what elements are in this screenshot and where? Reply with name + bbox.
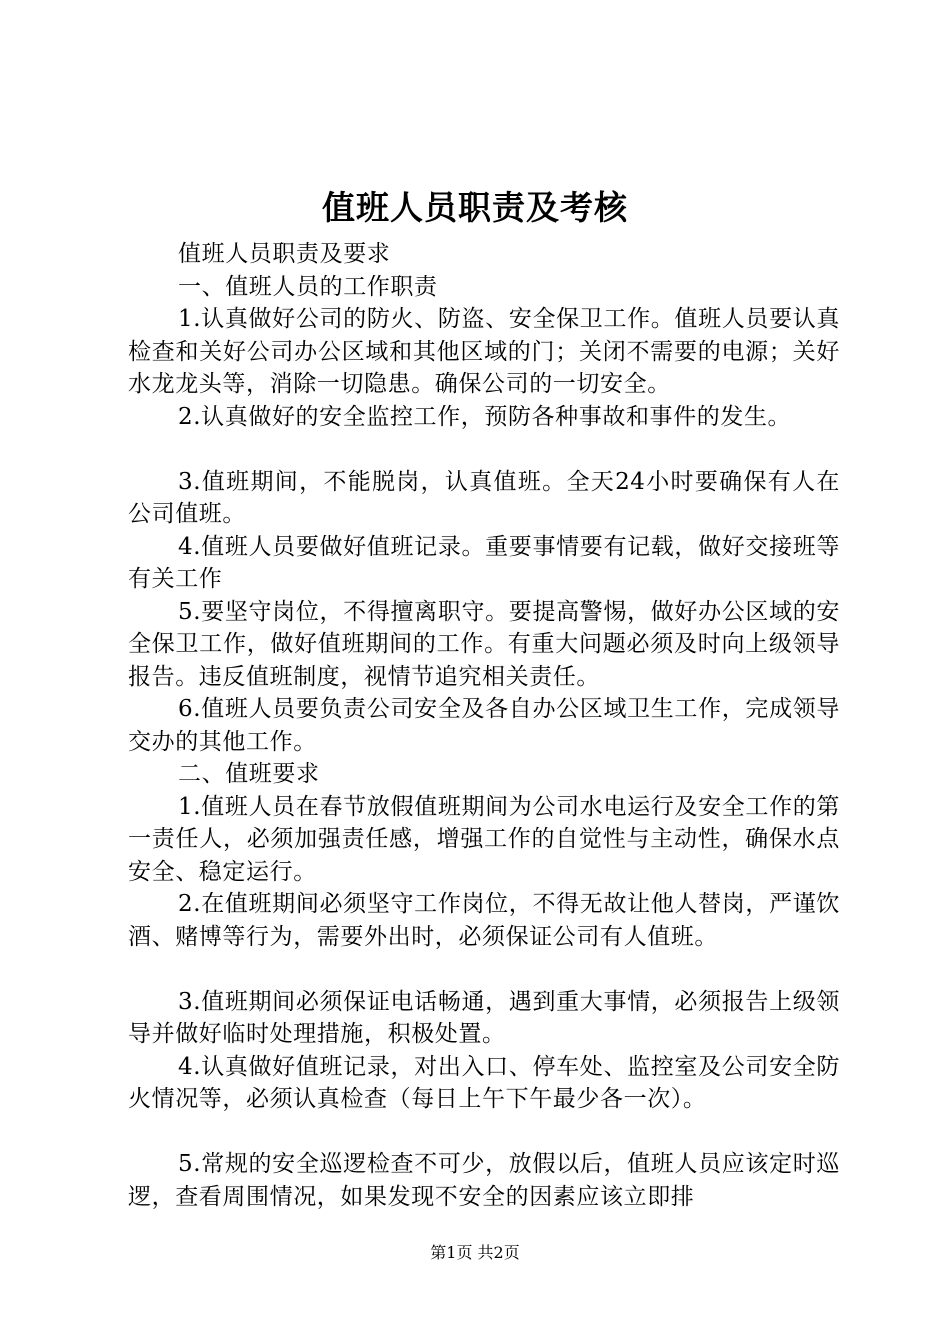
duty-item-6: 6.值班人员要负责公司安全及各自办公区域卫生工作，完成领导交办的其他工作。 (128, 696, 840, 755)
duty-item-5: 5.要坚守岗位，不得擅离职守。要提高警惕，做好办公区域的安全保卫工作，做好值班期间的工作。有重大问题必须及时向上级领导报告。违反值班制度，视情节追究相关责任。 (128, 598, 840, 690)
document-title: 值班人员职责及考核 (322, 188, 628, 227)
document-body (128, 238, 840, 1213)
duty-item-2: 2.认真做好的安全监控工作，预防各种事故和事件的发生。 (178, 403, 792, 430)
requirement-item-3: 3.值班期间必须保证电话畅通，遇到重大事情，必须报告上级领导并做好临时处理措施，积极处置。 (128, 988, 840, 1047)
requirement-item-2: 2.在值班期间必须坚守工作岗位，不得无故让他人替岗，严谨饮酒、赌博等行为，需要外出时，必须保证公司有人值班。 (128, 891, 840, 950)
requirement-item-1: 1.值班人员在春节放假值班期间为公司水电运行及安全工作的第一责任人，必须加强责任感，增强工作的自觉性与主动性，确保水点安全、稳定运行。 (128, 793, 840, 885)
page-number: 第1页 共2页 (430, 1243, 520, 1262)
duty-item-1: 1.认真做好公司的防火、防盗、安全保卫工作。值班人员要认真检查和关好公司办公区域和其他区域的门；关闭不需要的电源；关好水龙龙头等，消除一切隐患。确保公司的一切安全。 (128, 306, 840, 397)
duty-item-4: 4.值班人员要做好值班记录。重要事情要有记载，做好交接班等有关工作 (128, 533, 840, 592)
duty-item-3: 3.值班期间，不能脱岗，认真值班。全天24小时要确保有人在公司值班。 (128, 468, 840, 527)
section-heading-requirements: 二、值班要求 (178, 761, 320, 787)
requirement-item-4: 4.认真做好值班记录，对出入口、停车处、监控室及公司安全防火情况等，必须认真检查（每日上午下午最少各一次）。 (128, 1053, 840, 1112)
section-heading-duties: 一、值班人员的工作职责 (178, 273, 438, 300)
requirement-item-5: 5.常规的安全巡逻检查不可少，放假以后，值班人员应该定时巡逻，查看周围情况，如果发现不安全的因素应该立即排 (128, 1151, 840, 1210)
section-heading-main: 值班人员职责及要求 (178, 241, 391, 267)
